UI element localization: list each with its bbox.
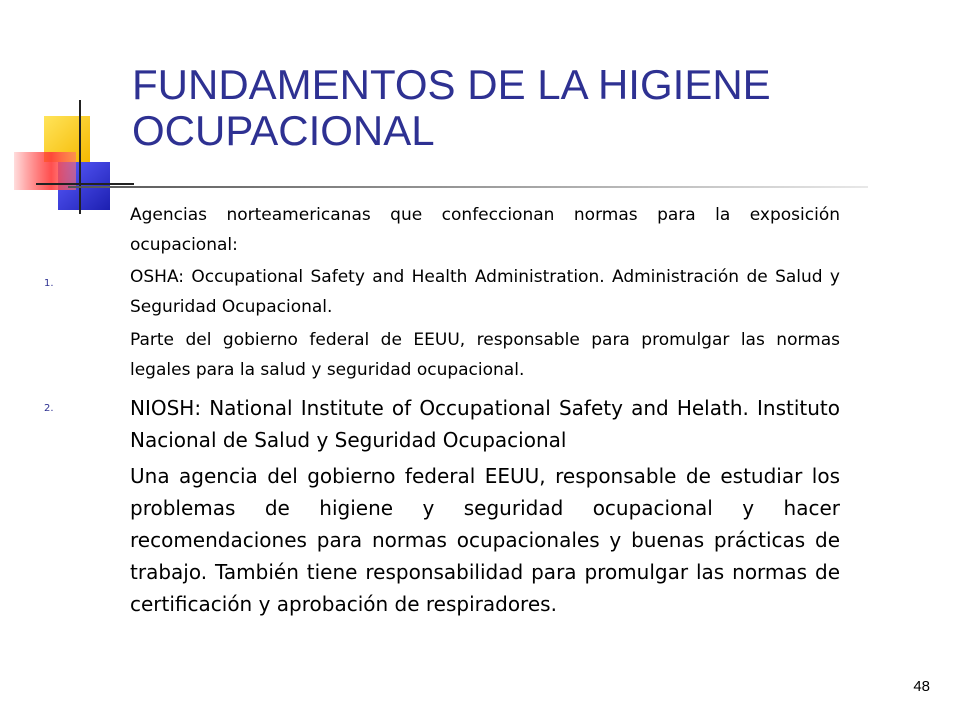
item-2-heading: NIOSH: National Institute of Occupational Safety and Helath. Instituto Nacional de Salud y Seguridad Ocupacional: [130, 396, 840, 452]
intro-paragraph: Agencias norteamericanas que confeccionan normas para la exposición ocupacional:: [130, 205, 840, 255]
list-number-2: 2.: [44, 403, 54, 414]
list-number-1: 1.: [44, 278, 54, 289]
item-2-description: Una agencia del gobierno federal EEUU, responsable de estudiar los problemas de higiene y seguridad ocupacional y hacer recomendaciones para normas ocupacionales y buenas prácticas de trabajo. También tiene responsabilidad para promulgar las normas de certificación y aprobación de respiradores.: [130, 464, 840, 616]
page-number: 48: [913, 678, 930, 695]
item-1-description: Parte del gobierno federal de EEUU, responsable para promulgar las normas legales para la salud y seguridad ocupacional.: [130, 330, 840, 380]
item-1-heading: OSHA: Occupational Safety and Health Administration. Administración de Salud y Seguridad Ocupacional.: [130, 267, 840, 317]
title-divider: [68, 186, 868, 188]
slide-title: FUNDAMENTOS DE LA HIGIENE OCUPACIONAL: [132, 61, 771, 154]
